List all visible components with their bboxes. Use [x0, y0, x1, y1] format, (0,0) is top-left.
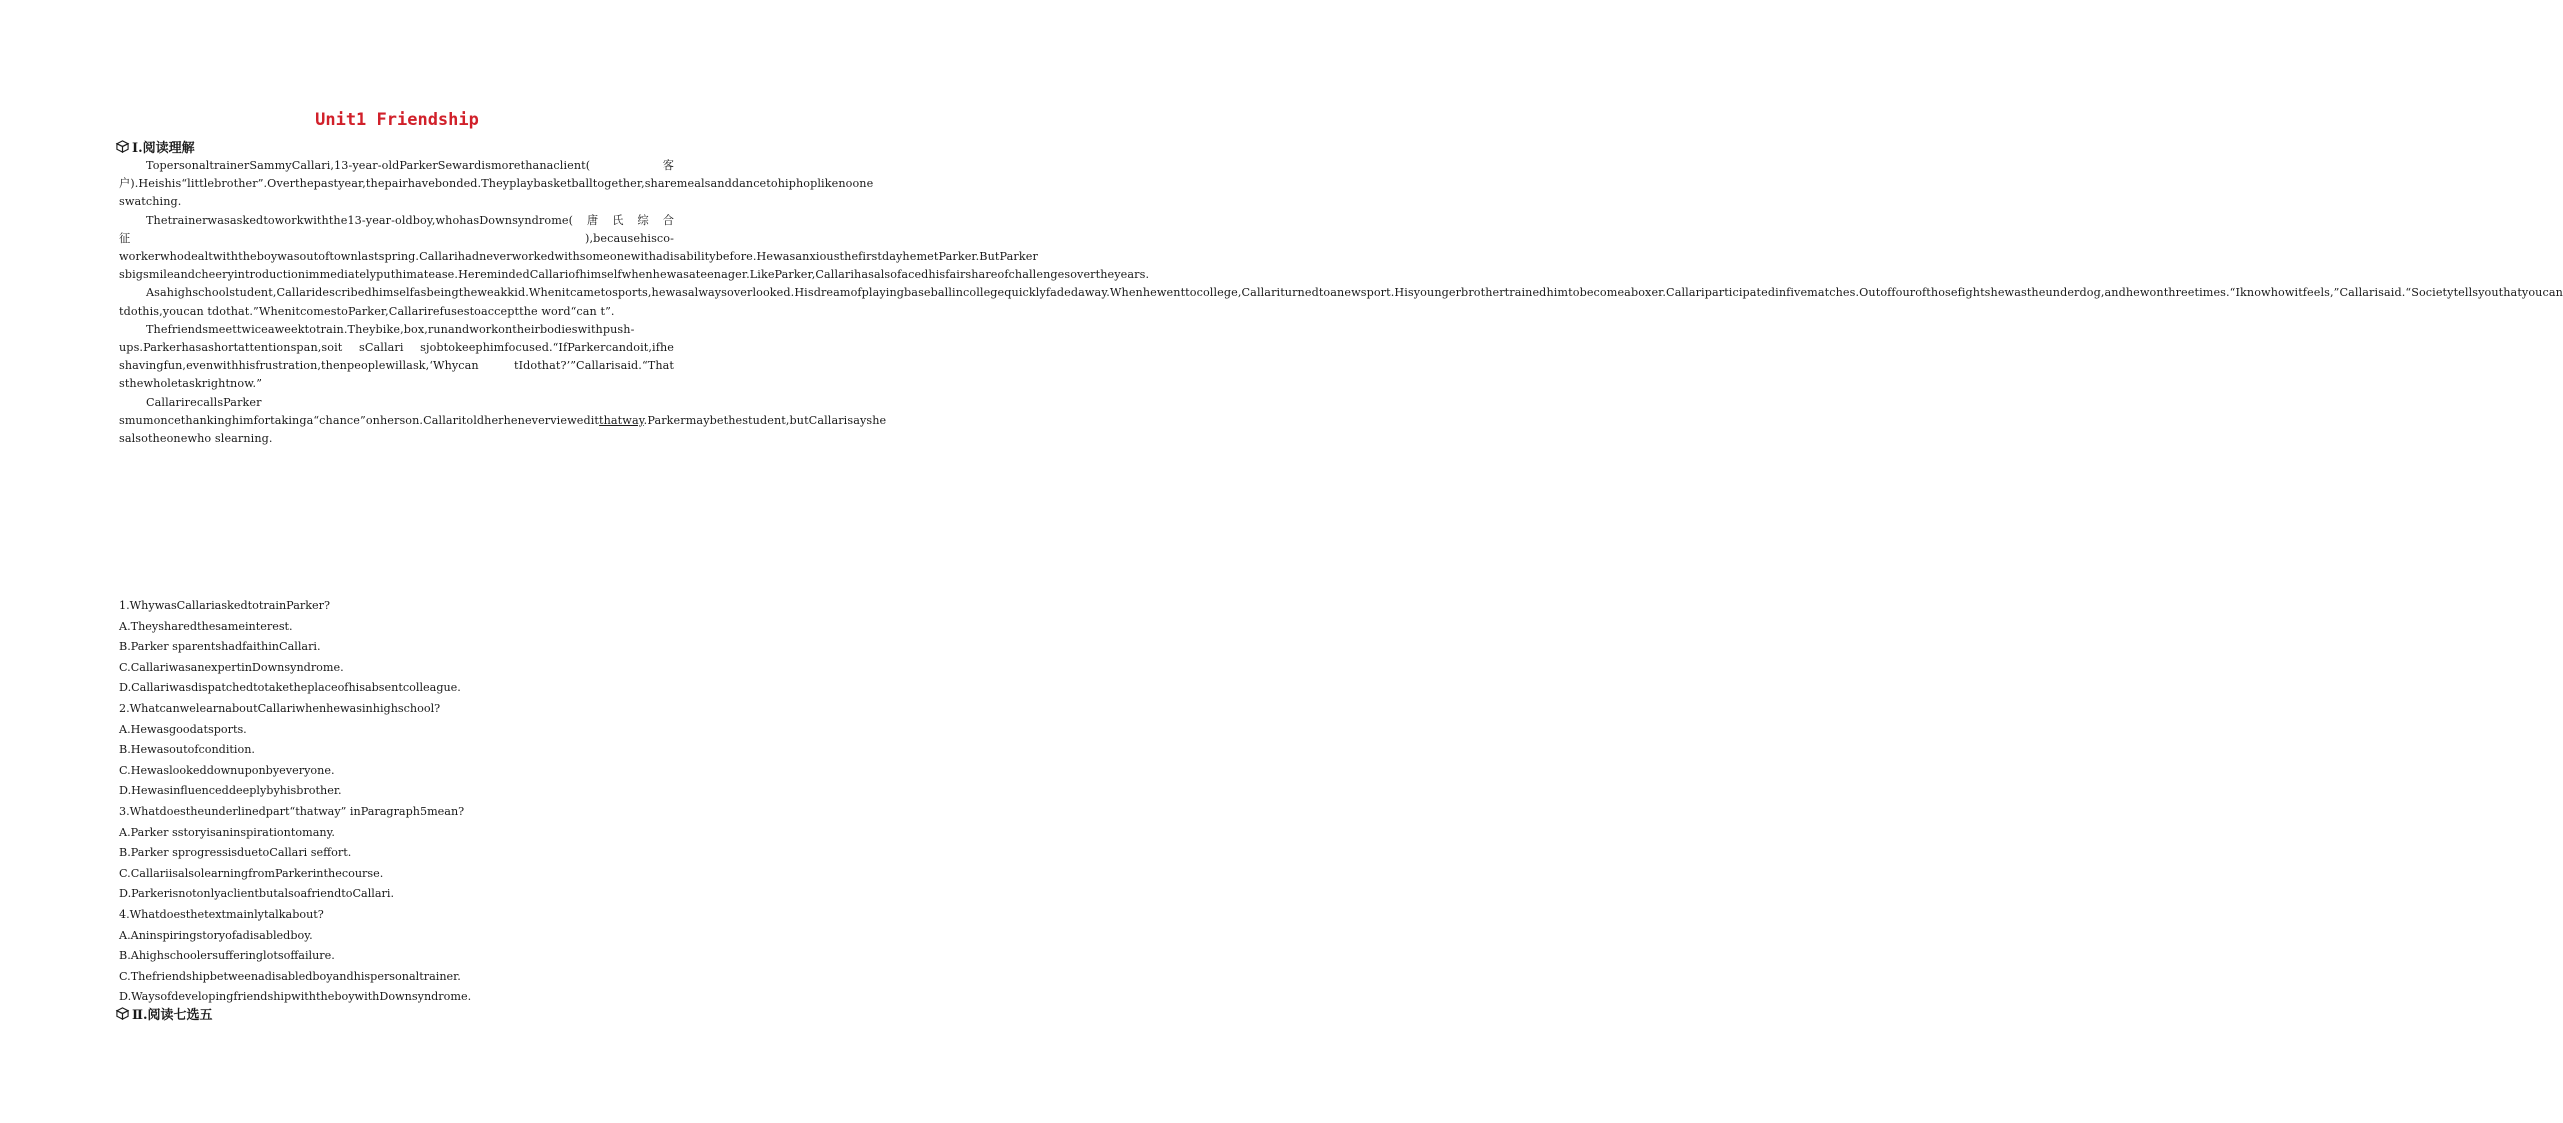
answer-option: C.Hewaslookeddownuponbyeveryone.: [119, 763, 335, 777]
paragraph-5-text-start: CallarirecallsParker smumoncethankinghimfortakinga“chance”onherson.Callaritoldherheneverviewedit: [119, 395, 600, 427]
question-line: 4.Whatdoesthetextmainlytalkabout?: [119, 907, 324, 921]
cube-icon: [116, 1007, 129, 1020]
answer-option: D.WaysofdevelopingfriendshipwiththeboywithDownsyndrome.: [119, 990, 472, 1004]
question-line: 3.Whatdoestheunderlinedpart“thatway” inParagraph5mean?: [119, 804, 465, 818]
answer-option: A.Theysharedthesameinterest.: [119, 619, 293, 633]
section-label: Ⅰ.阅读理解: [132, 141, 195, 156]
question-line: 2.WhatcanwelearnaboutCallariwhenhewasinhighschool?: [119, 701, 441, 715]
answer-option: D.Hewasinfluenceddeeplybyhisbrother.: [119, 784, 342, 798]
reading-passage: [119, 157, 2563, 448]
passage-paragraph-3: Asahighschoolstudent,Callaridescribedhimselfasbeingtheweakkid.Whenitcametosports,hewasalwaysoverlooked.Hisdreamofplayingbaseballincollegequicklyfadedaway.Whenhewenttocollege,Callariturnedtoanewsport.Hisyoungerbrothertrainedhimtobecomeaboxer.Callariparticipatedinfivematches.Outoffourofthosefightshewastheunderdog,andhewonthreetimes.“Iknowhowitfeels,”Callarisaid.“Societytellsyouthatyoucan tdothis,youcan tdothat.”WhenitcomestoParker,Callarirefusestoacceptthe word“can t”.: [119, 286, 2563, 318]
answer-option: A.Aninspiringstoryofadisabledboy.: [119, 928, 313, 942]
question-line: 1.WhywasCallariaskedtotrainParker?: [119, 599, 330, 612]
answer-option: C.CallariwasanexpertinDownsyndrome.: [119, 660, 344, 674]
passage-paragraph-1: TopersonaltrainerSammyCallari,13-year-oldParkerSewardismorethanaclient(客户).Heishis“littlebrother”.Overthepastyear,thepairhavebonded.Theyplaybasketballtogether,sharemealsanddancetohiphoplikenoone swatching.: [119, 159, 874, 209]
passage-paragraph-5: [119, 394, 887, 449]
answer-option: B.Ahighschoolersufferinglotsoffailure.: [119, 949, 335, 963]
answer-option: C.Thefriendshipbetweenadisabledboyandhispersonaltrainer.: [119, 969, 461, 983]
section-heading-reading: [116, 137, 195, 156]
answer-option: A.Hewasgoodatsports.: [119, 722, 247, 736]
answer-option: B.Parker sparentshadfaithinCallari.: [119, 640, 321, 654]
answer-option: D.Callariwasdispatchedtotaketheplaceofhisabsentcolleague.: [119, 681, 461, 695]
answer-option: B.Parker sprogressisduetoCallari seffort.: [119, 846, 352, 860]
paragraph-5-text-end: .Parkermaybethestudent,butCallarisayshe salsotheonewho slearning.: [119, 413, 887, 446]
answer-option: A.Parker sstoryisaninspirationtomany.: [119, 825, 335, 839]
answer-option: C.CallariisalsolearningfromParkerinthecourse.: [119, 866, 384, 880]
answer-option: B.Hewasoutofcondition.: [119, 743, 255, 757]
section-label: Ⅱ.阅读七选五: [132, 1008, 213, 1023]
cube-icon: [116, 140, 129, 153]
underlined-phrase: thatway: [599, 413, 644, 427]
answer-option: D.ParkerisnotonlyaclientbutalsoafriendtoCallari.: [119, 887, 395, 901]
section-heading-seven-choose-five: [116, 1004, 212, 1023]
passage-paragraph-2: Thetrainerwasaskedtoworkwiththe13-year-oldboy,whohasDownsyndrome(唐氏综合征),becausehisco-workerwhodealtwiththeboywasoutoftownlastspring.Callarihadneverworkedwithsomeonewithadisabilitybefore.HewasanxiousthefirstdayhemetParker.ButParker sbigsmileandcheeryintroductionimmediatelyputhimatease.HeremindedCallariofhimselfwhenhewasateenager.LikeParker,Callarihasalsofacedhisfairshareofchallengesovertheyears.: [119, 213, 1150, 282]
question-list: [119, 596, 679, 1008]
page-title: Unit1 Friendship: [315, 110, 479, 130]
passage-paragraph-4: Thefriendsmeettwiceaweektotrain.Theybike,box,runandworkontheirbodieswithpush-ups.Parkerhasashortattentionspan,soit sCallari sjobtokeephimfocused.“IfParkercandoit,ifhe shavingfun,evenwithhisfrustration,thenpeoplewillask,‘Whycan tIdothat?’”Callarisaid.“That sthewholetaskrightnow.”: [119, 322, 674, 391]
